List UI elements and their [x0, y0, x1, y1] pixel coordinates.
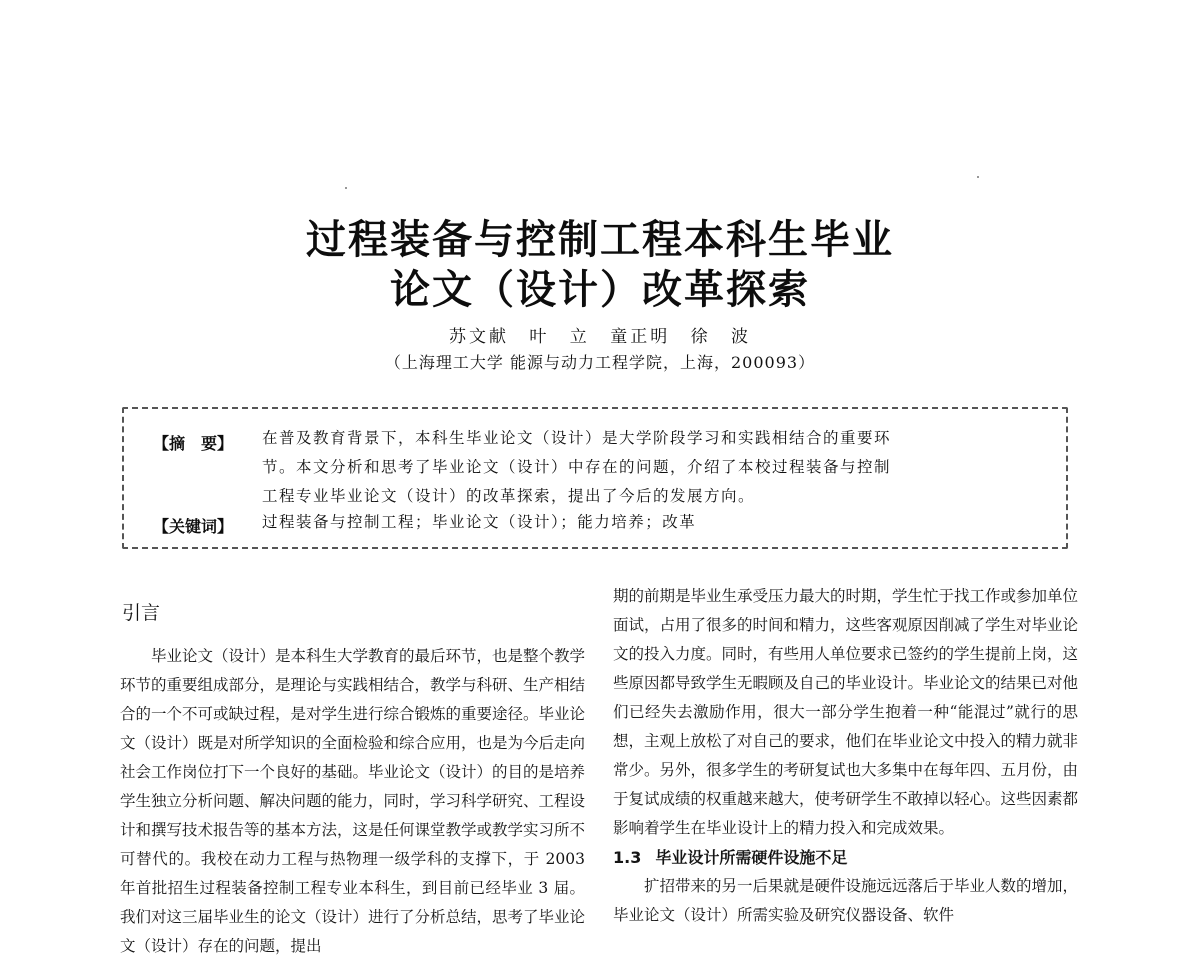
- abstract-line-3: 工程专业毕业论文（设计）的改革探索，提出了今后的发展方向。: [262, 487, 756, 505]
- keywords-label: 【关键词】: [153, 517, 234, 536]
- section-1-3-paragraph: 扩招带来的另一后果就是硬件设施远远落后于毕业人数的增加，毕业论文（设计）所需实验及研究仪器设备、软件: [613, 877, 1079, 924]
- right-column: [613, 582, 1078, 930]
- section-title: 毕业设计所需硬件设施不足: [655, 848, 848, 867]
- section-number: 1.3: [613, 848, 642, 867]
- left-column: [120, 642, 585, 961]
- keywords-text: 过程装备与控制工程；毕业论文（设计）；能力培养；改革: [262, 513, 697, 531]
- intro-heading: 引言: [122, 602, 161, 624]
- right-paragraph-continued: 期的前期是毕业生承受压力最大的时期，学生忙于找工作或参加单位面试，占用了很多的时间和精力，这些客观原因削减了学生对毕业论文的投入力度。同时，有些用人单位要求已签约的学生提前上岗，这些原因都导致学生无暇顾及自己的毕业设计。毕业论文的结果已对他们已经失去激励作用，很大一部分学生抱着一种“能混过”就行的思想，主观上放松了对自己的要求，他们在毕业论文中投入的精力就非常少。另外，很多学生的考研复试也大多集中在每年四、五月份，由于复试成绩的权重越来越大，使考研学生不敢掉以轻心。这些因素都影响着学生在毕业设计上的精力投入和完成效果。: [613, 587, 1079, 837]
- paper-title-line-1: 过程装备与控制工程本科生毕业: [306, 217, 894, 263]
- section-1-3-heading: [613, 843, 1078, 872]
- scan-speck: [345, 187, 347, 189]
- paper-title-line-2: 论文（设计）改革探索: [390, 267, 810, 313]
- intro-paragraph: 毕业论文（设计）是本科生大学教育的最后环节，也是整个教学环节的重要组成部分，是理论与实践相结合，教学与科研、生产相结合的一个不可或缺过程，是对学生进行综合锻炼的重要途径。毕业论文（设计）既是对所学知识的全面检验和综合应用，也是为今后走向社会工作岗位打下一个良好的基础。毕业论文（设计）的目的是培养学生独立分析问题、解决问题的能力，同时，学习科学研究、工程设计和撰写技术报告等的基本方法，这是任何课堂教学或教学实习所不可替代的。我校在动力工程与热物理一级学科的支撑下，于 2003 年首批招生过程装备控制工程专业本科生，到目前已经毕业 3 届。我们对这三届毕业生的论文（设计）进行了分析总结，思考了毕业论文（设计）存在的问题，提出: [120, 647, 586, 955]
- abstract-line-1: 在普及教育背景下，本科生毕业论文（设计）是大学阶段学习和实践相结合的重要环: [262, 429, 892, 447]
- author-list: 苏文献 叶 立 童正明 徐 波: [448, 327, 752, 347]
- abstract-label: 【摘 要】: [153, 434, 234, 453]
- abstract-line-2: 节。本文分析和思考了毕业论文（设计）中存在的问题，介绍了本校过程装备与控制: [262, 458, 892, 476]
- scan-speck: [977, 176, 979, 178]
- author-affiliation: （上海理工大学 能源与动力工程学院，上海，200093）: [384, 353, 816, 372]
